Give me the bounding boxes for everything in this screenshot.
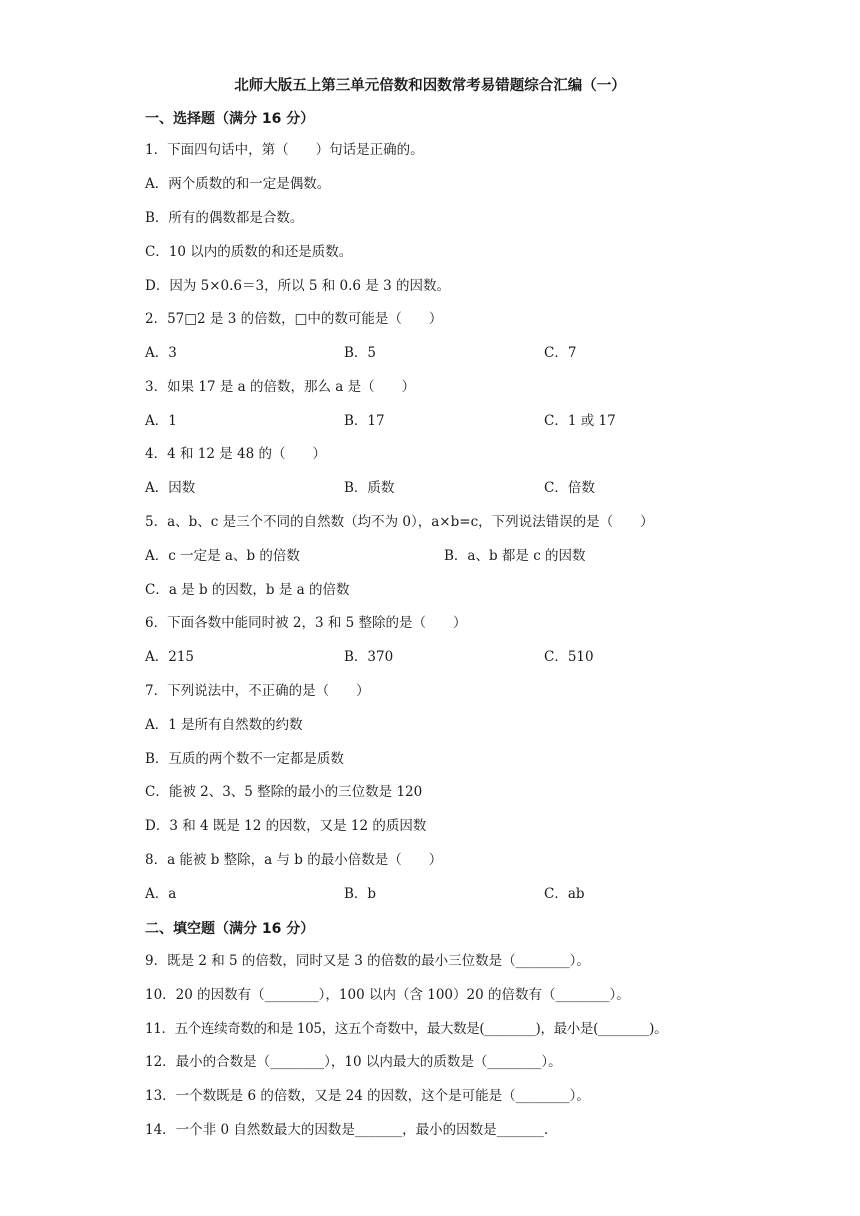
question-8-option-a: A．a bbox=[145, 886, 177, 902]
question-2-option-c: C．7 bbox=[544, 345, 577, 361]
question-2-stem: 2．57□2 是 3 的倍数，□中的数可能是（ ） bbox=[145, 311, 443, 327]
question-6-option-c: C．510 bbox=[544, 649, 594, 665]
question-4-option-a: A．因数 bbox=[145, 480, 196, 496]
question-8-option-c: C．ab bbox=[544, 886, 585, 902]
section-heading-fill: 二、填空题（满分 16 分） bbox=[145, 921, 315, 937]
question-2-option-b: B．5 bbox=[344, 345, 377, 361]
question-1-option-d: D．因为 5×0.6＝3，所以 5 和 0.6 是 3 的因数。 bbox=[145, 278, 450, 294]
question-9: 9．既是 2 和 5 的倍数，同时又是 3 的倍数的最小三位数是（________）。 bbox=[145, 953, 590, 969]
question-7-option-b: B．互质的两个数不一定都是质数 bbox=[145, 751, 344, 767]
question-3-option-a: A．1 bbox=[145, 413, 177, 429]
question-5-option-c: C．a 是 b 的因数，b 是 a 的倍数 bbox=[145, 582, 350, 598]
question-12: 12．最小的合数是（________），10 以内最大的质数是（________）。 bbox=[145, 1054, 562, 1070]
question-4-option-b: B．质数 bbox=[344, 480, 395, 496]
question-7-stem: 7．下列说法中，不正确的是（ ） bbox=[145, 683, 370, 699]
question-6-stem: 6．下面各数中能同时被 2，3 和 5 整除的是（ ） bbox=[145, 615, 467, 631]
question-1-option-c: C．10 以内的质数的和还是质数。 bbox=[145, 244, 353, 260]
question-1-stem: 1．下面四句话中，第（ ）句话是正确的。 bbox=[145, 142, 424, 158]
page-title: 北师大版五上第三单元倍数和因数常考易错题综合汇编（一） bbox=[234, 78, 626, 94]
question-8-option-b: B．b bbox=[344, 886, 377, 902]
question-5-option-a: A．c 一定是 a、b 的倍数 bbox=[145, 548, 300, 564]
question-3-option-b: B．17 bbox=[344, 413, 385, 429]
question-6-option-a: A．215 bbox=[145, 649, 195, 665]
question-2-option-a: A．3 bbox=[145, 345, 177, 361]
question-1-option-a: A．两个质数的和一定是偶数。 bbox=[145, 176, 331, 192]
question-14: 14．一个非 0 自然数最大的因数是_______，最小的因数是_______. bbox=[145, 1122, 549, 1138]
question-11: 11．五个连续奇数的和是 105，这五个奇数中，最大数是(________)，最小是(________)。 bbox=[145, 1021, 668, 1037]
question-1-option-b: B．所有的偶数都是合数。 bbox=[145, 210, 304, 226]
question-4-option-c: C．倍数 bbox=[544, 480, 595, 496]
question-5-option-b: B．a、b 都是 c 的因数 bbox=[444, 548, 586, 564]
question-7-option-d: D．3 和 4 既是 12 的因数，又是 12 的质因数 bbox=[145, 818, 427, 834]
question-4-stem: 4．4 和 12 是 48 的（ ） bbox=[145, 446, 326, 462]
question-8-stem: 8．a 能被 b 整除，a 与 b 的最小倍数是（ ） bbox=[145, 852, 443, 868]
question-7-option-c: C．能被 2、3、5 整除的最小的三位数是 120 bbox=[145, 784, 423, 800]
question-3-option-c: C．1 或 17 bbox=[544, 413, 616, 429]
section-heading-choice: 一、选择题（满分 16 分） bbox=[145, 111, 315, 127]
question-3-stem: 3．如果 17 是 a 的倍数，那么 a 是（ ） bbox=[145, 379, 416, 395]
question-13: 13．一个数既是 6 的倍数，又是 24 的因数，这个是可能是（________）。 bbox=[145, 1088, 590, 1104]
question-10: 10．20 的因数有（________），100 以内（含 100）20 的倍数有（________）。 bbox=[145, 987, 630, 1003]
question-5-stem: 5．a、b、c 是三个不同的自然数（均不为 0），a×b=c，下列说法错误的是（ ） bbox=[145, 514, 654, 530]
question-7-option-a: A．1 是所有自然数的约数 bbox=[145, 717, 303, 733]
question-6-option-b: B．370 bbox=[344, 649, 394, 665]
